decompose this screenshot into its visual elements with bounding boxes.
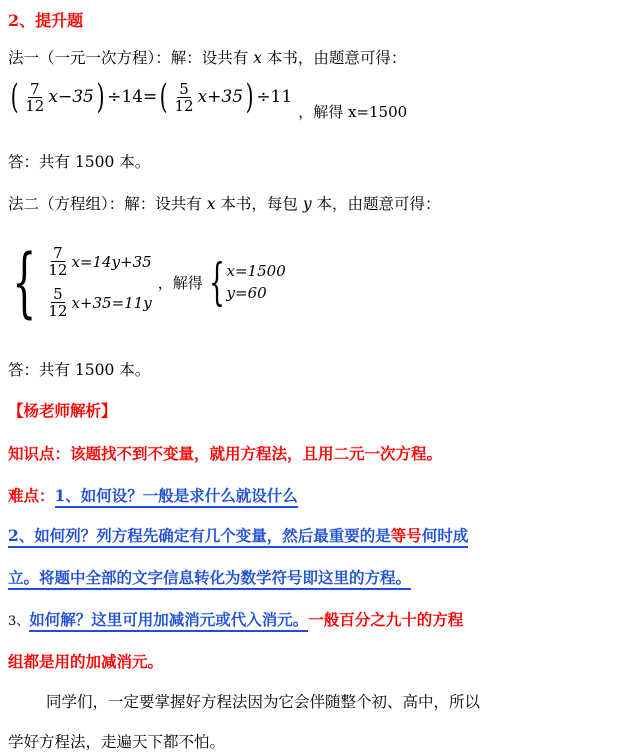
fraction: $\frac{7}{12}$: [25, 79, 45, 115]
analysis-title: 【杨老师解析】: [8, 401, 117, 420]
system-equation-1: $\frac{7}{12}$ x=14y+35: [48, 244, 152, 279]
item-2-line-1: 2、如何列？列方程先确定有几个变量，然后最重要的是等号何时成: [8, 524, 468, 546]
system-equation-2: $\frac{5}{12}$ x+35=11y: [48, 285, 152, 320]
method2-answer: 答：共有 1500 本。: [8, 361, 151, 379]
method2-intro: 法二（方程组）：解：设共有 x 本书，每包 y 本，由题意可得：: [8, 195, 441, 213]
knowledge-point: 知识点：该题找不到不变量，就用方程法，且用二元一次方程。: [8, 444, 443, 463]
section-title: 2、提升题: [8, 11, 84, 30]
method1-answer: 答：共有 1500 本。: [8, 153, 151, 171]
equation-system: { $\frac{7}{12}$ x=14y+35 $\frac{5}{12}$ x+35=11y ，解得 { x=1500 y=60: [12, 237, 286, 326]
system-solution: x=1500 y=60: [226, 262, 286, 302]
item-3-line-2: 组都是用的加减消元。: [8, 652, 164, 671]
difficulty-line: 难点：1、如何设？一般是求什么就设什么: [8, 484, 298, 506]
method1-intro: 法一（一元一次方程）：解：设共有 x 本书，由题意可得：: [8, 49, 407, 67]
method1-equation: ( $\frac{7}{12}$ x−35 ) ÷14= ( $\frac{5}{12}$ x+35 ) ÷11 ，解得 x=1500: [10, 77, 408, 121]
closing-line-1: 同学们，一定要掌握好方程法因为它会伴随整个初、高中，所以: [46, 693, 481, 711]
item-2-line-2: 立。将题中全部的文字信息转化为数学符号即这里的方程。: [8, 566, 411, 588]
closing-line-2: 学好方程法，走遍天下都不怕。: [8, 733, 226, 751]
item-3-line-1: 3、如何解？这里可用加减消元或代入消元。一般百分之九十的方程: [8, 608, 463, 630]
fraction: $\frac{5}{12}$: [174, 79, 194, 115]
